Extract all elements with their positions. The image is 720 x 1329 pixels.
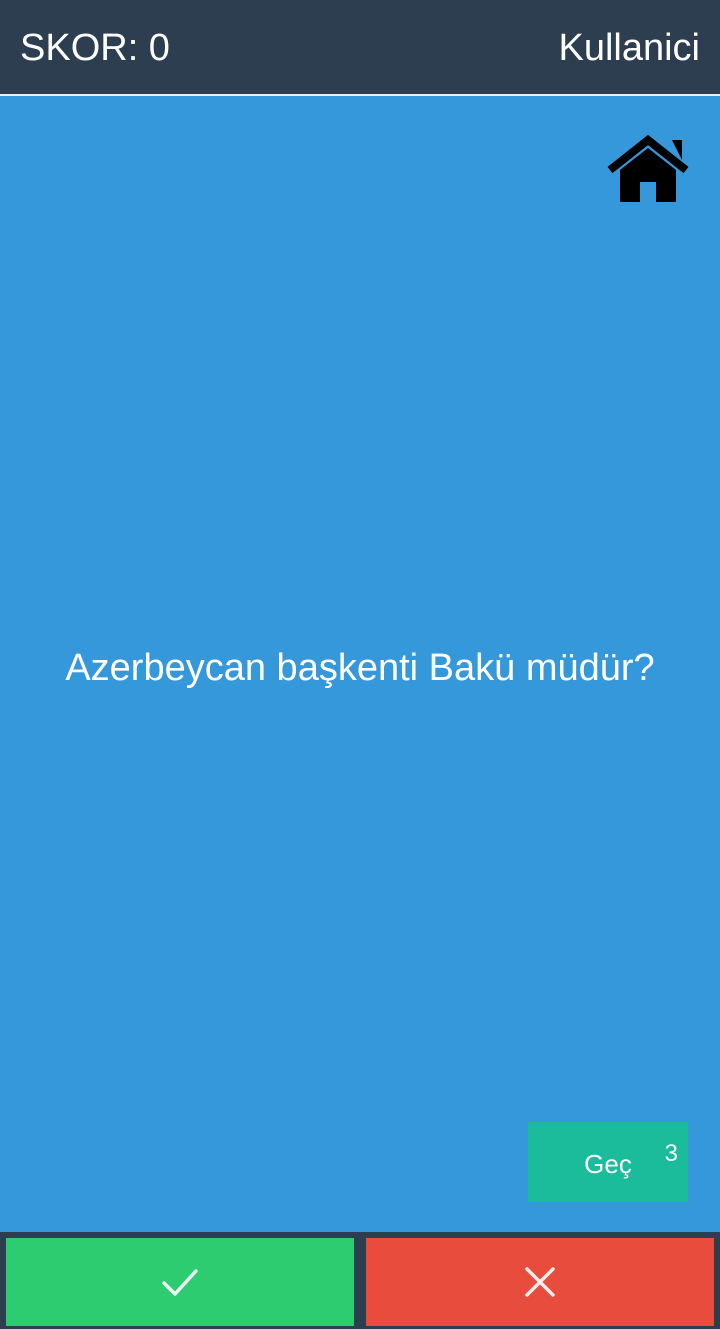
close-icon (520, 1262, 560, 1302)
score-label: SKOR: 0 (20, 27, 170, 69)
skip-label: Geç (584, 1149, 632, 1179)
question-text: Azerbeycan başkenti Bakü müdür? (65, 647, 655, 689)
answer-yes-button[interactable] (6, 1238, 354, 1326)
answer-no-button[interactable] (366, 1238, 714, 1326)
top-bar (0, 0, 720, 96)
username-label: Kullanici (558, 27, 700, 69)
answer-bar (0, 1232, 720, 1329)
home-icon (606, 134, 690, 206)
skip-remaining-count: 3 (664, 1140, 678, 1167)
home-button[interactable] (606, 134, 690, 206)
check-icon (160, 1262, 200, 1302)
skip-button[interactable] (528, 1122, 688, 1202)
